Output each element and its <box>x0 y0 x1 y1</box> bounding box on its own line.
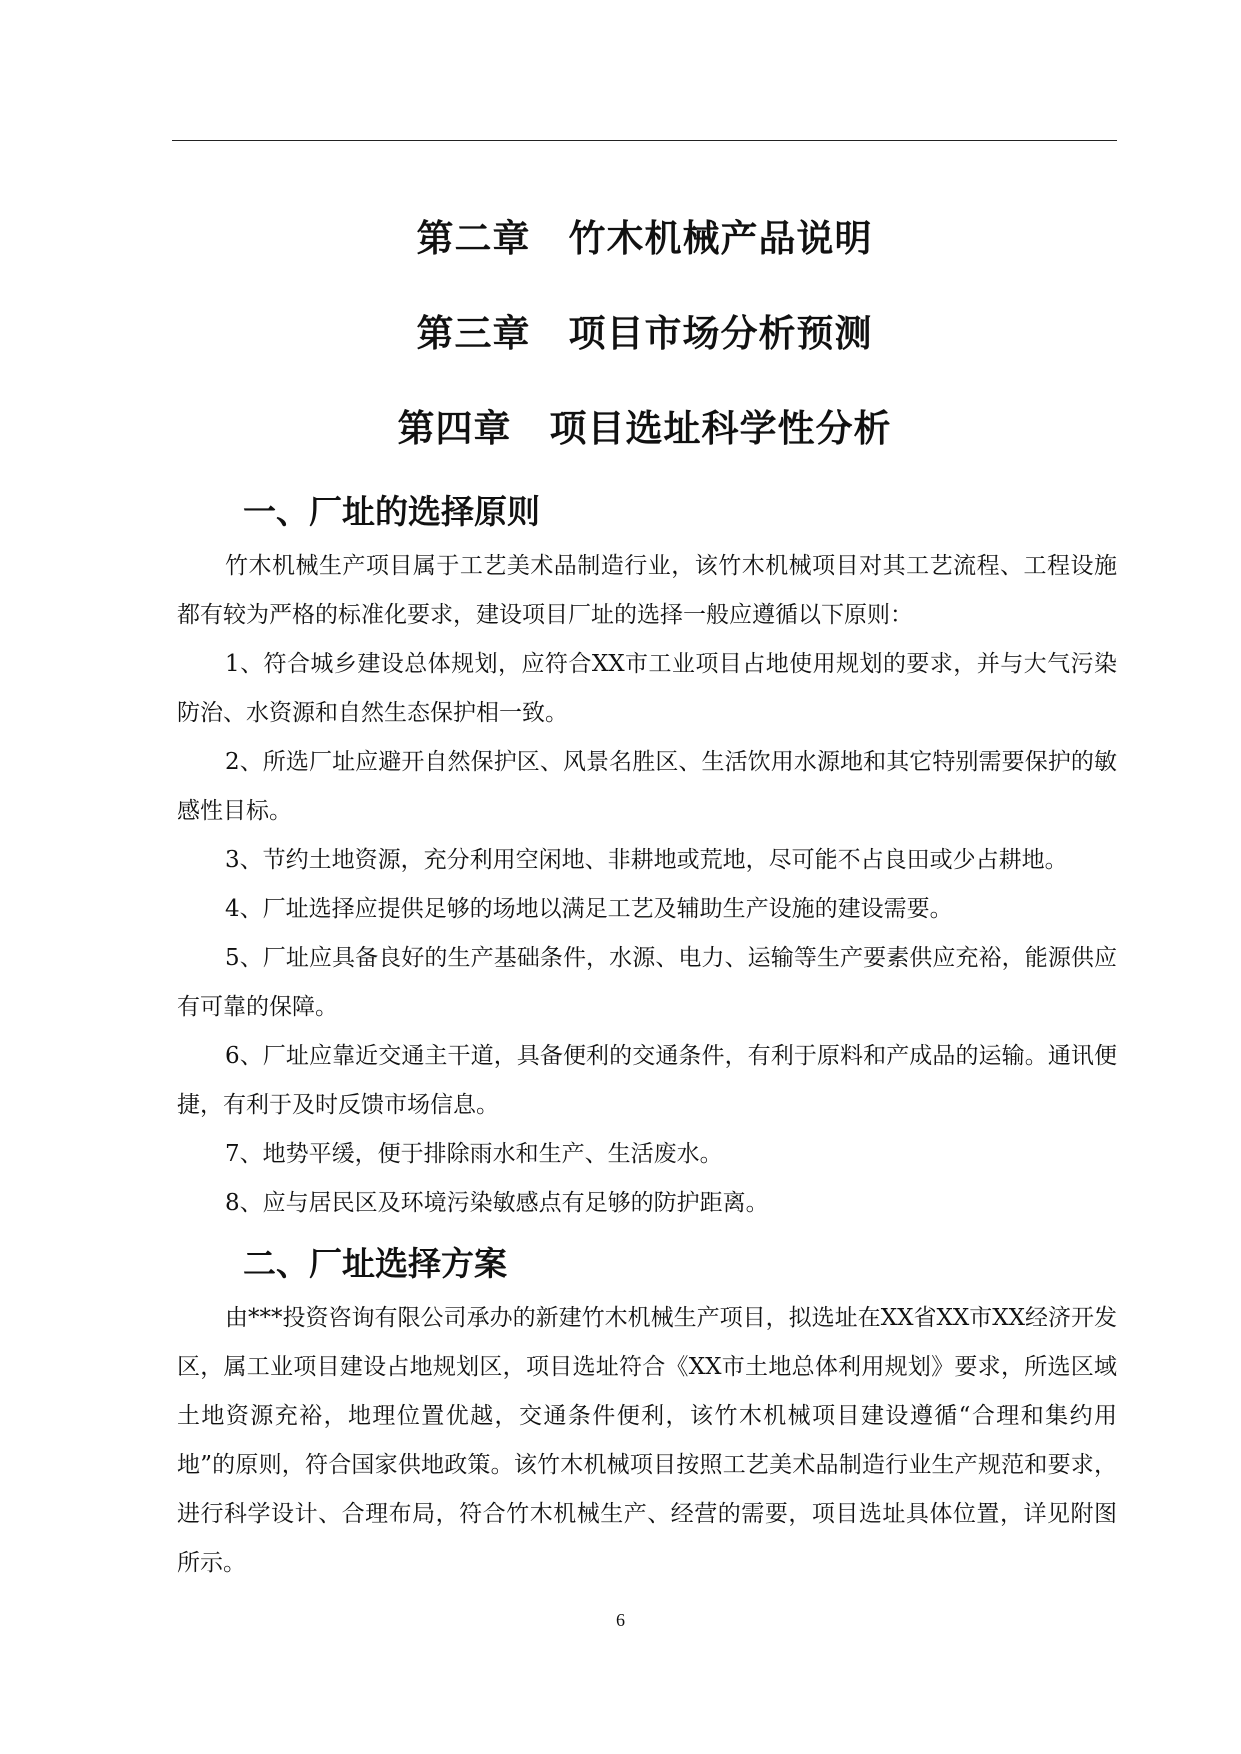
paragraph: 1、符合城乡建设总体规划，应符合XX市工业项目占地使用规划的要求，并与大气污染防治、水资源和自然生态保护相一致。 <box>177 651 1117 726</box>
paragraph: 竹木机械生产项目属于工艺美术品制造行业，该竹木机械项目对其工艺流程、工程设施都有较为严格的标准化要求，建设项目厂址的选择一般应遵循以下原则： <box>177 553 1117 628</box>
chapter-title-4: 第四章 项目选址科学性分析 <box>397 407 892 450</box>
chapter-title-2: 第二章 竹木机械产品说明 <box>416 217 873 260</box>
paragraph: 4、厂址选择应提供足够的场地以满足工艺及辅助生产设施的建设需要。 <box>225 896 953 922</box>
chapter-title-3: 第三章 项目市场分析预测 <box>416 312 873 355</box>
section-1-body <box>177 542 1117 1228</box>
paragraph: 7、地势平缓，便于排除雨水和生产、生活废水。 <box>225 1141 723 1167</box>
section-heading-1: 一、厂址的选择原则 <box>243 492 540 531</box>
header-rule <box>172 140 1117 141</box>
paragraph: 3、节约土地资源，充分利用空闲地、非耕地或荒地，尽可能不占良田或少占耕地。 <box>225 847 1068 873</box>
paragraph: 5、厂址应具备良好的生产基础条件，水源、电力、运输等生产要素供应充裕，能源供应有可靠的保障。 <box>177 945 1117 1020</box>
paragraph: 由***投资咨询有限公司承办的新建竹木机械生产项目，拟选址在XX省XX市XX经济开发区，属工业项目建设占地规划区，项目选址符合《XX市土地总体利用规划》要求，所选区域土地资源充裕，地理位置优越，交通条件便利，该竹木机械项目建设遵循“合理和集约用地”的原则，符合国家供地政策。该竹木机械项目按照工艺美术品制造行业生产规范和要求，进行科学设计、合理布局，符合竹木机械生产、经营的需要，项目选址具体位置，详见附图所示。 <box>177 1305 1117 1576</box>
section-heading-2: 二、厂址选择方案 <box>243 1244 507 1283</box>
paragraph: 8、应与居民区及环境污染敏感点有足够的防护距离。 <box>225 1190 769 1216</box>
paragraph: 2、所选厂址应避开自然保护区、风景名胜区、生活饮用水源地和其它特别需要保护的敏感性目标。 <box>177 749 1117 824</box>
paragraph: 6、厂址应靠近交通主干道，具备便利的交通条件，有利于原料和产成品的运输。通讯便捷，有利于及时反馈市场信息。 <box>177 1043 1117 1118</box>
section-2-body <box>177 1294 1117 1588</box>
page-number: 6 <box>616 1610 625 1630</box>
